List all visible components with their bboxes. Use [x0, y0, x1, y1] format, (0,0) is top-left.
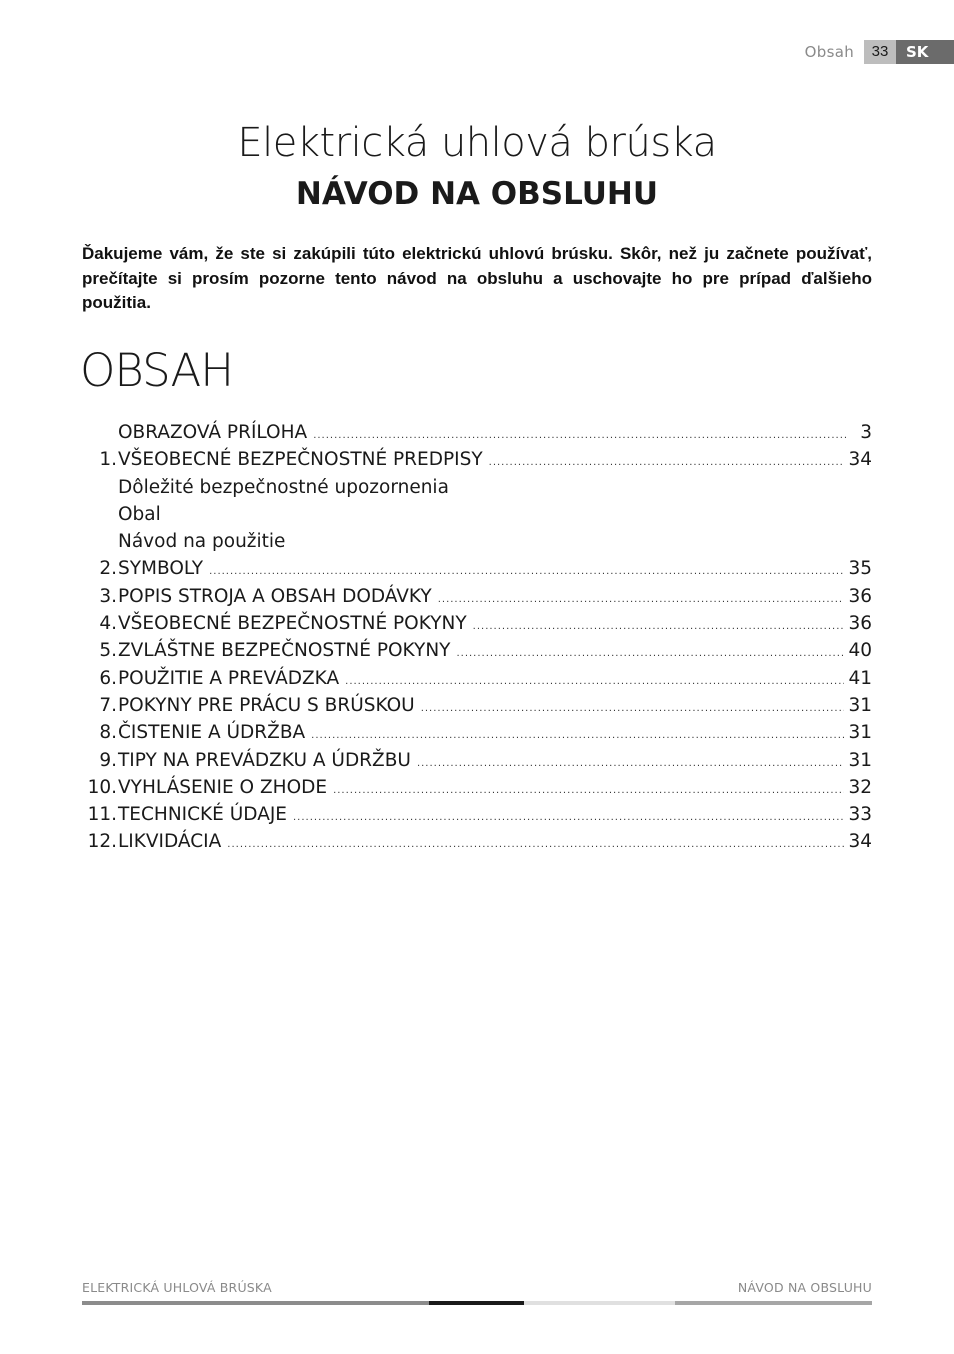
toc-dot-leader: [417, 759, 845, 769]
toc-entry-title: VŠEOBECNÉ BEZPEČNOSTNÉ PREDPISY: [118, 449, 483, 471]
footer-divider: [82, 1301, 872, 1305]
toc-entry-number: 2.: [99, 558, 117, 580]
footer-bar-segment: [675, 1301, 872, 1305]
toc-entry-number: 11.: [87, 804, 117, 826]
toc-entry-number: 12.: [87, 831, 117, 853]
toc-entry-number: 5.: [99, 640, 117, 662]
toc-entry: [82, 583, 872, 610]
toc-entry: [82, 528, 872, 555]
toc-entry-number: 4.: [99, 613, 117, 635]
toc-entry-number: 6.: [99, 667, 117, 689]
toc-dot-leader: [313, 431, 848, 441]
toc-dot-leader: [293, 813, 844, 823]
toc-entry-title: TECHNICKÉ ÚDAJE: [118, 804, 287, 826]
toc-entry-page: 35: [848, 558, 872, 580]
document-subtitle: NÁVOD NA OBSLUHU: [295, 176, 659, 212]
toc-dot-leader: [473, 622, 845, 632]
toc-entry: [82, 446, 872, 473]
toc-entry-page: 3: [860, 422, 872, 443]
toc-entry: [82, 555, 872, 582]
toc-entry-title: Návod na použitie: [118, 531, 286, 553]
toc-entry-title: SYMBOLY: [118, 558, 204, 580]
toc-entry-number: 9.: [99, 749, 117, 771]
toc-entry-page: 36: [848, 585, 872, 607]
toc-entry: [82, 419, 872, 446]
toc-entry-title: OBRAZOVÁ PRÍLOHA: [118, 422, 308, 443]
page-header: [805, 40, 954, 64]
toc-entry-page: 40: [848, 640, 872, 662]
table-of-contents: [82, 419, 872, 856]
toc-entry-title: VŠEOBECNÉ BEZPEČNOSTNÉ POKYNY: [118, 613, 467, 635]
toc-entry: [82, 665, 872, 692]
footer-bar-segment: [524, 1301, 675, 1305]
toc-entry-page: 32: [848, 776, 872, 798]
toc-entry: [82, 474, 872, 501]
footer-product-name: ELEKTRICKÁ UHLOVÁ BRÚSKA: [82, 1280, 272, 1295]
footer-bar-segment: [429, 1301, 524, 1305]
toc-dot-leader: [421, 704, 845, 714]
toc-entry-title: ČISTENIE A ÚDRŽBA: [118, 722, 306, 744]
toc-entry-title: TIPY NA PREVÁDZKU A ÚDRŽBU: [118, 749, 411, 771]
intro-paragraph: Ďakujeme vám, že ste si zakúpili túto elektrickú uhlovú brúsku. Skôr, než ju začnete používať, prečítajte si prosím pozorne tento návod na obsluhu a uschovajte ho pre prípad ďalšieho použitia.: [82, 244, 872, 312]
toc-dot-leader: [333, 786, 844, 796]
toc-entry-number: 10.: [87, 776, 117, 798]
toc-entry-title: VYHLÁSENIE O ZHODE: [118, 776, 328, 798]
toc-entry: [82, 747, 872, 774]
toc-heading: OBSAH: [80, 344, 234, 397]
toc-dot-leader: [489, 458, 845, 468]
toc-entry: [82, 692, 872, 719]
toc-entry-page: 34: [848, 831, 872, 853]
toc-entry-page: 33: [848, 804, 872, 826]
toc-entry-page: 34: [848, 449, 872, 471]
toc-entry-title: Dôležité bezpečnostné upozornenia: [118, 476, 449, 498]
toc-entry-number: 3.: [99, 585, 117, 607]
header-section-label: Obsah: [804, 43, 854, 61]
document-title: Elektrická uhlová brúska: [237, 120, 717, 166]
toc-entry-page: 31: [848, 749, 872, 771]
toc-dot-leader: [345, 677, 844, 687]
toc-entry-page: 31: [848, 694, 872, 716]
toc-entry-number: 8.: [99, 722, 117, 744]
toc-entry: [82, 501, 872, 528]
toc-entry: [82, 828, 872, 855]
toc-dot-leader: [311, 731, 844, 741]
toc-entry-title: LIKVIDÁCIA: [118, 831, 222, 853]
toc-dot-leader: [438, 595, 845, 605]
toc-entry: [82, 610, 872, 637]
toc-entry: [82, 801, 872, 828]
footer-manual-label: NÁVOD NA OBSLUHU: [737, 1280, 872, 1295]
toc-entry-title: POUŽITIE A PREVÁDZKA: [118, 667, 340, 689]
toc-entry-page: 31: [848, 722, 872, 744]
toc-entry: [82, 719, 872, 746]
toc-entry-number: 1.: [99, 449, 117, 471]
toc-dot-leader: [227, 840, 844, 850]
toc-entry: [82, 637, 872, 664]
toc-entry-title: ZVLÁŠTNE BEZPEČNOSTNÉ POKYNY: [118, 640, 451, 662]
footer-bar-segment: [82, 1301, 429, 1305]
toc-dot-leader: [456, 649, 844, 659]
toc-entry: [82, 774, 872, 801]
toc-dot-leader: [209, 567, 844, 577]
header-page-number: 33: [864, 40, 896, 64]
toc-entry-page: 36: [848, 613, 872, 635]
toc-entry-title: POPIS STROJA A OBSAH DODÁVKY: [118, 585, 432, 607]
toc-entry-page: 41: [848, 667, 872, 689]
toc-entry-number: 7.: [99, 694, 117, 716]
header-language-tab: SK: [896, 40, 954, 64]
toc-entry-title: POKYNY PRE PRÁCU S BRÚSKOU: [118, 694, 415, 716]
toc-entry-title: Obal: [118, 503, 161, 525]
